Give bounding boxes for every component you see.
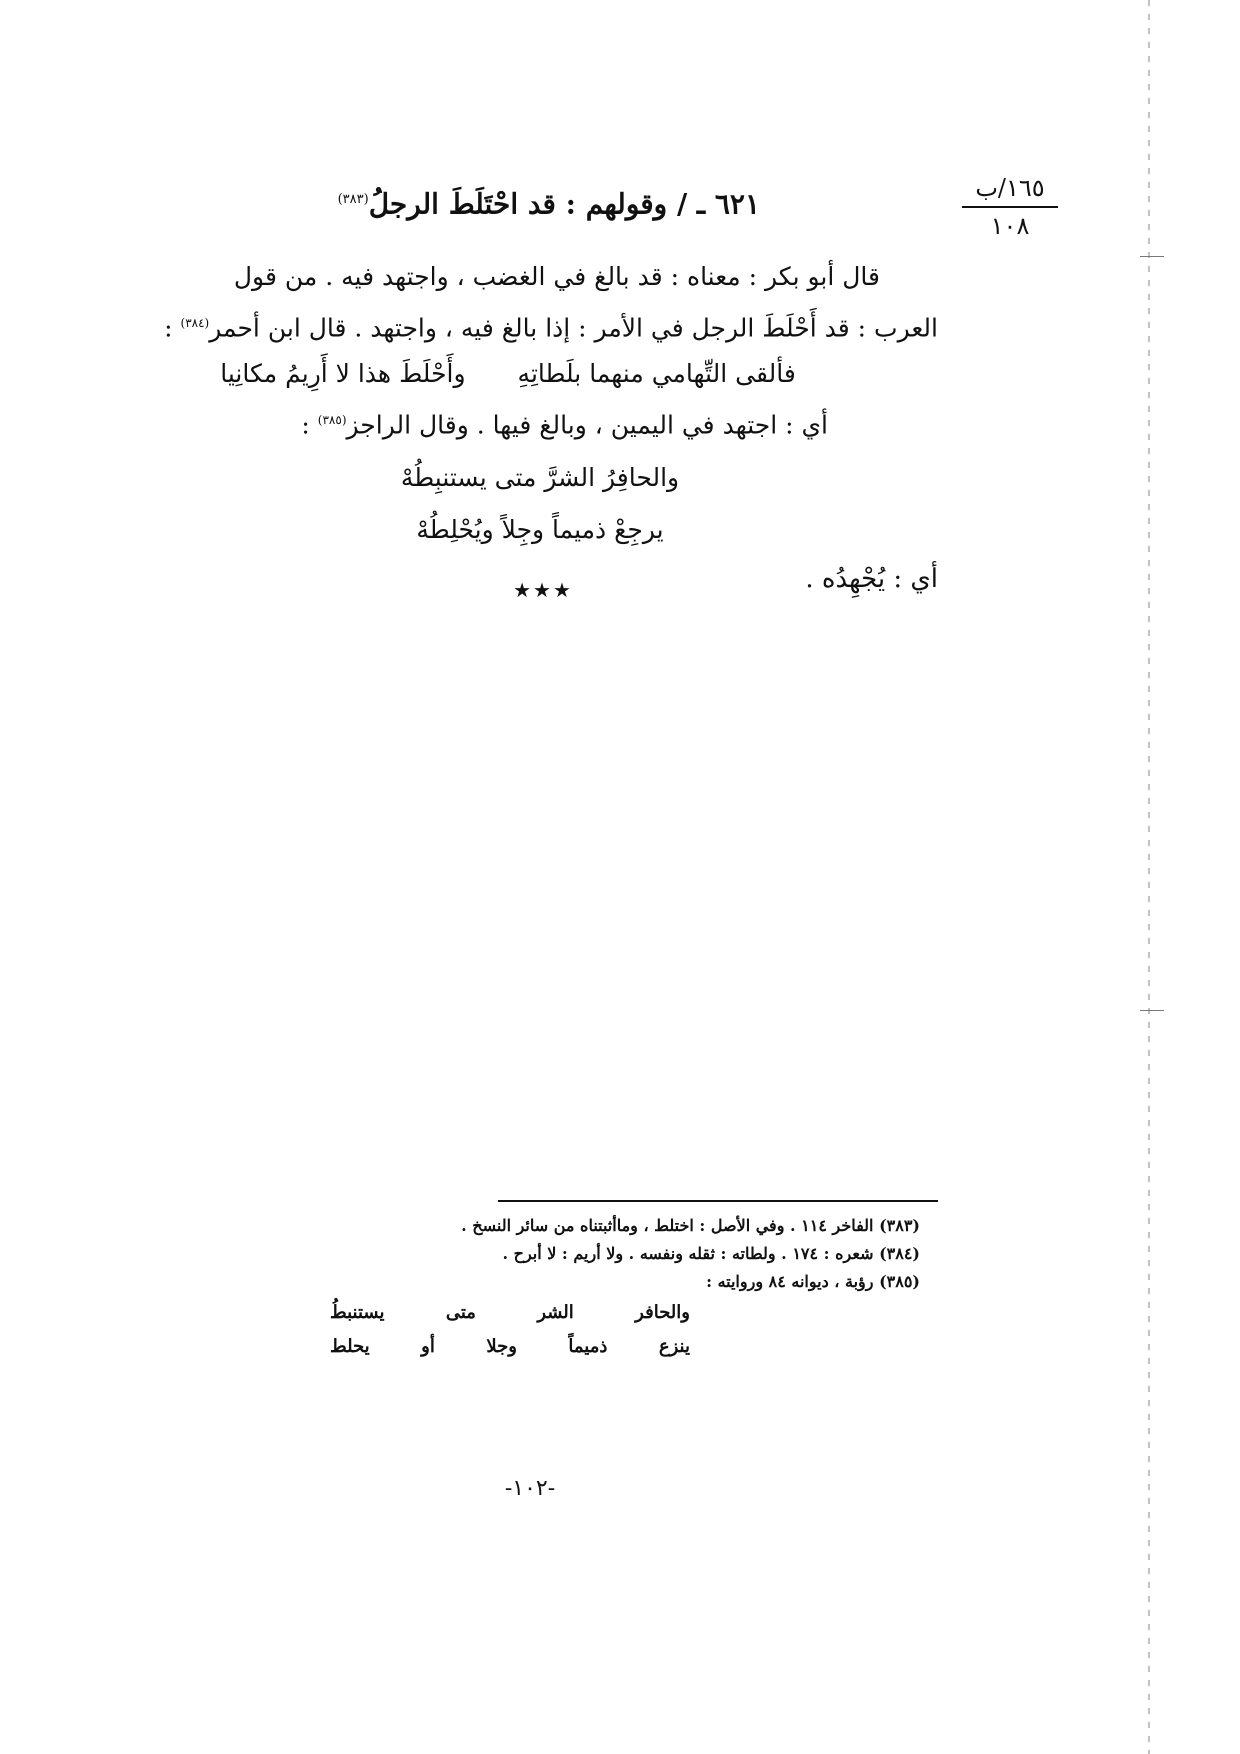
entry-body xyxy=(118,254,938,449)
footnote-verse-word: والحافر xyxy=(635,1302,690,1323)
footnotes xyxy=(300,1212,920,1296)
page-number: -١٠٢- xyxy=(504,1476,556,1501)
footnote-verse-word: يحلط xyxy=(330,1336,370,1357)
source-page-number: ١٠٨ xyxy=(990,212,1030,240)
body-line-text: العرب : قد أَحْلَطَ الرجل في الأمر : إذا بالغ فيه ، واجتهد . قال ابن أحمر xyxy=(209,313,938,343)
closing-gloss: أي : يُجْهِدُه . xyxy=(805,564,938,594)
footnote-verse-word: وجلا xyxy=(486,1336,517,1357)
footnote-verse-word: ذميماً xyxy=(568,1336,608,1357)
footnote-verse-line xyxy=(330,1298,690,1328)
footnote-verse-word: أو xyxy=(421,1336,435,1357)
verse-first-hemistich: فألقى التِّهامي منهما بلَطاتِهِ xyxy=(517,359,796,389)
footnote-marker: (٣٨٣) xyxy=(337,192,369,207)
folio-number: ١٦٥/ب xyxy=(975,174,1045,202)
manuscript-folio-reference xyxy=(962,172,1058,242)
section-end-stars: ★★★ xyxy=(513,578,573,602)
scan-tick-mark xyxy=(1140,1010,1164,1011)
rajaz-verse xyxy=(340,452,740,556)
body-line: قال أبو بكر : معناه : قد بالغ في الغضب ، واجتهد فيه . من قول xyxy=(233,262,880,291)
footnote: (٣٨٤) شعره : ١٧٤ . ولطاته : ثقله ونفسه . ولا أريم : لا أبرح . xyxy=(502,1244,920,1263)
entry-heading xyxy=(300,180,760,224)
footnote-marker: (٣٨٤) xyxy=(180,316,210,330)
scan-tick-mark xyxy=(1140,256,1164,257)
footnote: (٣٨٥) رؤبة ، ديوانه ٨٤ وروايته : xyxy=(706,1272,920,1291)
footnote-separator xyxy=(498,1200,938,1202)
rajaz-line: والحافِرُ الشرَّ متى يستنبِطُهْ xyxy=(400,463,680,492)
body-line-punct: : xyxy=(301,410,318,440)
folio-divider xyxy=(962,206,1058,208)
body-line-punct: : xyxy=(164,313,181,343)
body-line-text: أي : اجتهد في اليمين ، وبالغ فيها . وقال الراجز xyxy=(346,410,828,440)
footnote-verse-word: ينزع xyxy=(658,1336,690,1357)
footnote: (٣٨٣) الفاخر ١١٤ . وفي الأصل : اختلط ، وماأثبتناه من سائر النسخ . xyxy=(461,1216,920,1235)
verse-second-hemistich: وأَحْلَطَ هذا لا أَرِيمُ مكانِيا xyxy=(220,359,466,389)
body-line xyxy=(118,300,938,351)
poem-verse xyxy=(118,351,938,397)
scan-edge-mark xyxy=(1148,0,1150,1754)
footnote-verse-word: يستنبطُ xyxy=(330,1302,385,1323)
footnote-verse-word: متى xyxy=(445,1302,476,1323)
body-line xyxy=(118,397,938,448)
footnote-marker: (٣٨٥) xyxy=(317,413,347,428)
rajaz-line: يرجِعْ ذميماً وجِلاً ويُحْلِطُهْ xyxy=(416,515,664,544)
footnote-verse-line xyxy=(330,1332,690,1362)
footnote-verse-word: الشر xyxy=(537,1302,574,1323)
entry-heading-text: ٦٢١ ـ / وقولهم : قد احْتَلَطَ الرجلُ xyxy=(368,187,760,221)
